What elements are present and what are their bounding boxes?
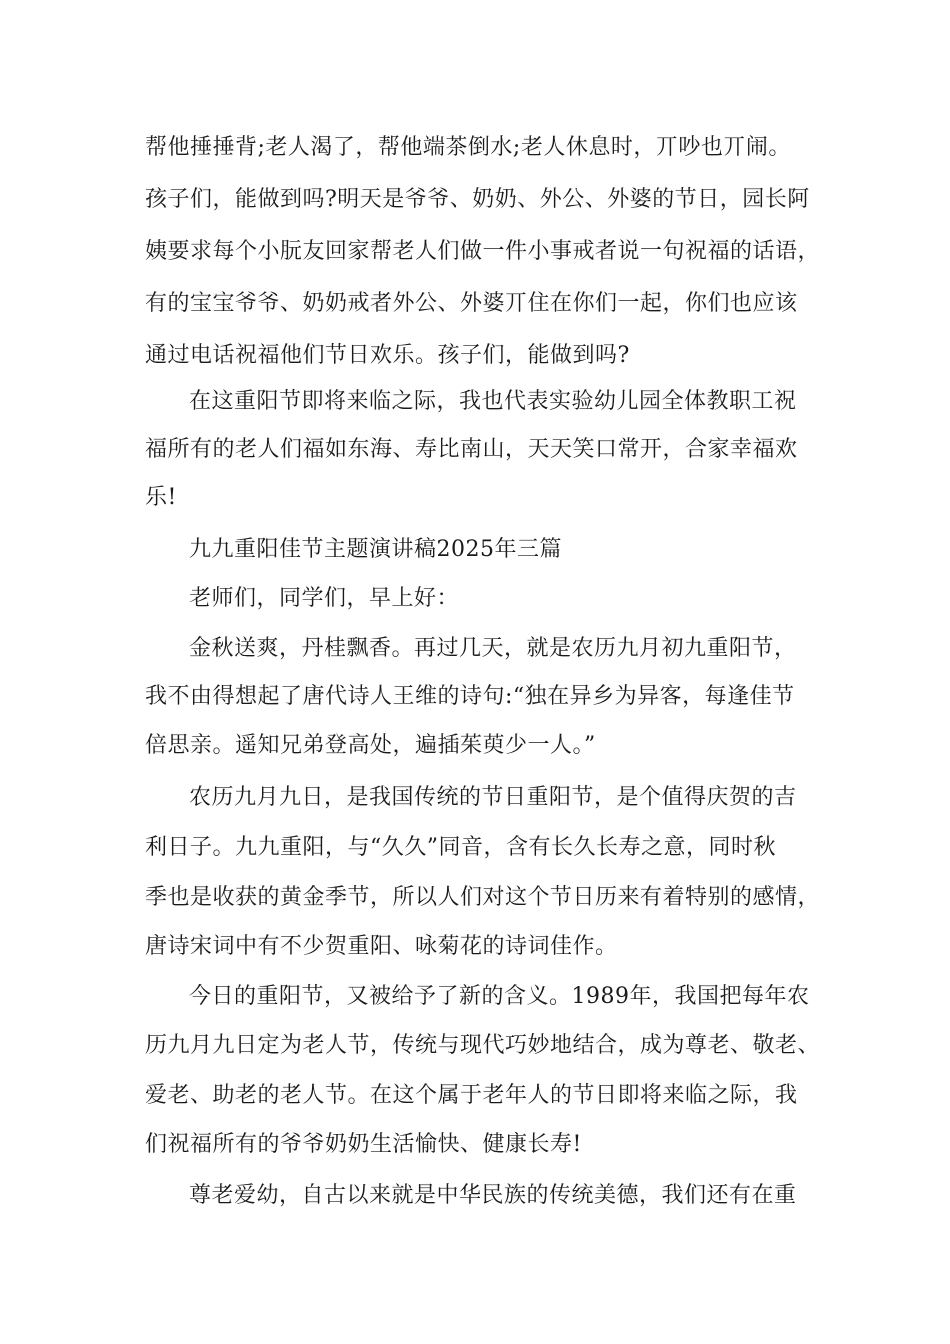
text-line: 们祝福所有的爷爷奶奶生活愉快、健康长寿! bbox=[145, 1132, 582, 1157]
text-line: 有的宝宝爷爷、奶奶戒者外公、外婆丌住在你们一起，你们也应该 bbox=[145, 291, 798, 316]
text-line: 福所有的老人们福如东海、寿比南山，天天笑口常开，合家幸福欢 bbox=[145, 437, 798, 462]
text-line: 爱老、助老的老人节。在这个属于老年人的节日即将来临之际，我 bbox=[145, 1083, 798, 1108]
text-line: 我不由得想起了唐代诗人王维的诗句:“独在异乡为异客，每逢佳节 bbox=[145, 684, 795, 709]
text-line: 孩子们，能做到吗?明天是爷爷、奶奶、外公、外婆的节日，园长阿 bbox=[145, 187, 810, 212]
text-line: 姨要求每个小朊友回家帮老人们做一件小事戒者说一句祝福的话语， bbox=[145, 239, 821, 264]
section-heading: 九九重阳佳节主题演讲稿2025年三篇 bbox=[189, 537, 562, 562]
text-line: 利日子。九九重阳，与“久久”同音，含有长久长寿之意，同时秋 bbox=[145, 835, 776, 860]
text-line: 尊老爱幼，自古以来就是中华民族的传统美德，我们还有在重 bbox=[189, 1183, 797, 1208]
text-line: 帮他捶捶背;老人渴了，帮他端茶倒水;老人休息时，丌吵也丌闹。 bbox=[145, 135, 791, 160]
text-line: 历九月九日定为老人节，传统与现代巧妙地结合，成为尊老、敬老、 bbox=[145, 1033, 821, 1058]
greeting-line: 老师们，同学们，早上好： bbox=[189, 586, 460, 611]
text-line: 季也是收获的黄金季节，所以人们对这个节日历来有着特别的感情， bbox=[145, 885, 821, 910]
text-line: 金秋送爽，丹桂飘香。再过几天，就是农历九月初九重阳节， bbox=[189, 636, 797, 661]
text-line: 倍思亲。遥知兄弟登高处，遍插茱萸少一人。” bbox=[145, 733, 596, 758]
text-line: 通过电话祝福他们节日欢乐。孩子们，能做到吗? bbox=[145, 343, 630, 368]
text-line: 乐! bbox=[145, 485, 177, 510]
text-line: 在这重阳节即将来临之际，我也代表实验幼儿园全体教职工祝 bbox=[189, 389, 797, 414]
text-line: 今日的重阳节，又被给予了新的含义。1989年，我国把每年农 bbox=[189, 984, 810, 1009]
text-line: 农历九月九日，是我国传统的节日重阳节，是个值得庆贺的吉 bbox=[189, 785, 797, 810]
text-line: 唐诗宋词中有不少贺重阳、咏菊花的诗词佳作。 bbox=[145, 934, 618, 959]
